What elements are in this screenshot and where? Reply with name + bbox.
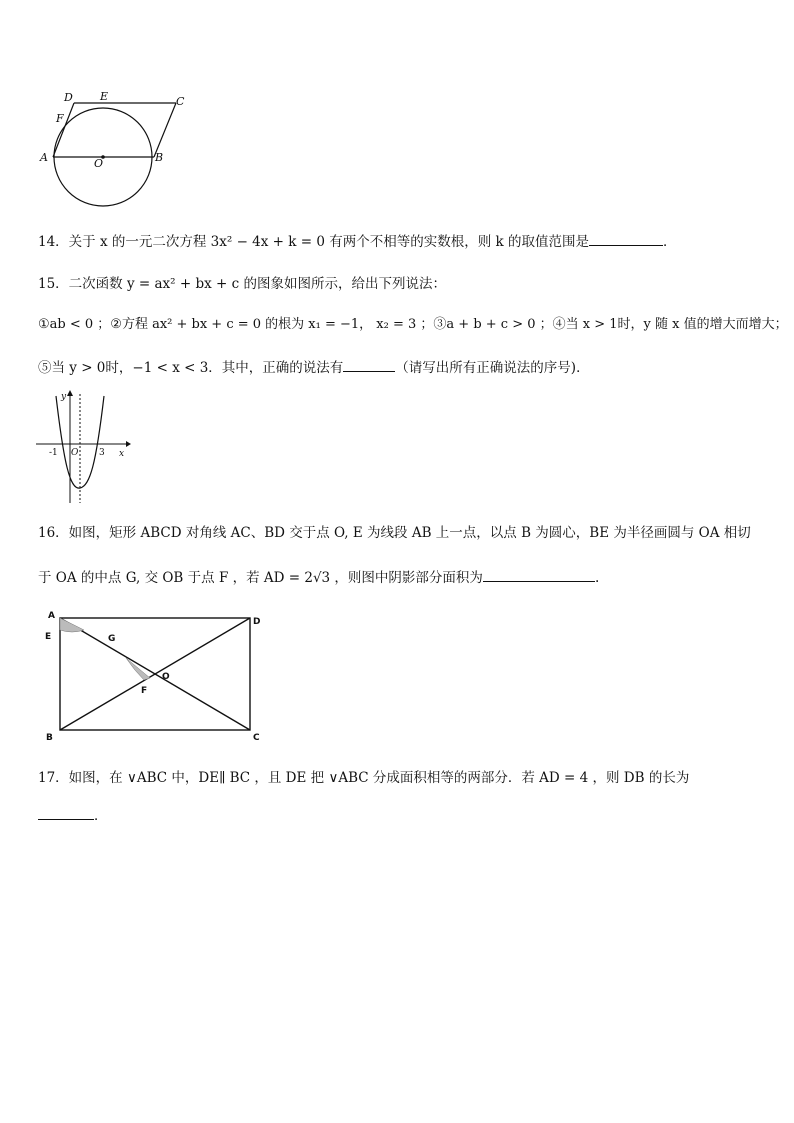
q17-line-2-end: ． [94,808,108,824]
q17-line-2 [38,805,108,826]
q15-answer-blank[interactable] [343,357,395,372]
q16-label-b: B [46,733,53,743]
q17-line-1: 17．如图，在 ∨ABC 中，DE∥ BC ，且 DE 把 ∨ABC 分成面积相等的两部分．若 AD = 4 ，则 DB 的长为 [38,770,690,786]
q15-line-1: 15．二次函数 y = ax² + bx + c 的图象如图所示，给出下列说法： [38,276,446,292]
q17-answer-blank[interactable] [38,805,94,820]
q16-label-a: A [48,611,55,621]
q14-end: ． [663,234,677,250]
q15-x-label: x [119,449,125,459]
q13-label-a: A [40,151,48,164]
q16-label-d: D [253,617,261,627]
question-14 [38,231,677,252]
q13-label-e: E [100,90,109,103]
q13-label-d: D [64,91,73,104]
q16-line-2-pre: 于 OA 的中点 G, 交 OB 于点 F ，若 AD = 2√3 ，则图中阴影部分面积为 [38,570,483,586]
q15-three-label: 3 [99,448,105,458]
q14-answer-blank[interactable] [589,231,663,246]
q15-line-2: ①ab < 0 ；②方程 ax² + bx + c = 0 的根为 x₁ = −1， x₂ = 3 ；③a + b + c > 0 ；④当 x > 1时，y 随 x 值的增大而增大； [38,317,788,332]
q13-label-o: O [94,157,104,170]
q16-label-c: C [253,733,260,743]
q16-shaded-region-1 [60,618,84,632]
q14-text: 14．关于 x 的一元二次方程 3x² − 4x + k = 0 有两个不相等的实数根，则 k 的取值范围是 [38,234,589,250]
q15-line-3-pre: ⑤当 y > 0时，−1 < x < 3．其中，正确的说法有 [38,360,344,376]
q13-side-cb [154,103,176,157]
q13-label-b: B [155,151,164,164]
q16-label-e: E [45,632,52,642]
q15-x-arrow [126,441,131,447]
q16-figure [40,608,270,748]
q15-y-arrow [67,390,73,396]
q16-label-o: O [162,672,170,682]
q16-answer-blank[interactable] [483,567,595,582]
q16-line-1: 16．如图，矩形 ABCD 对角线 AC、BD 交于点 O, E 为线段 AB 上一点，以点 B 为圆心，BE 为半径画圆与 OA 相切 [38,525,751,541]
q16-label-g: G [108,634,116,644]
q16-line-2-end: . [594,570,600,586]
q15-origin-label: O [71,448,79,458]
q16-label-f: F [141,686,148,696]
q15-neg1-label: -1 [49,448,58,458]
q15-line-3-post: （请写出所有正确说法的序号)． [395,360,590,376]
q13-label-f: F [56,112,64,125]
q13-label-c: C [176,95,185,108]
q15-y-label: y [61,392,67,402]
q15-line-3 [38,357,590,378]
q15-figure [36,390,136,510]
q16-line-2 [38,567,599,588]
q13-figure [36,88,196,208]
